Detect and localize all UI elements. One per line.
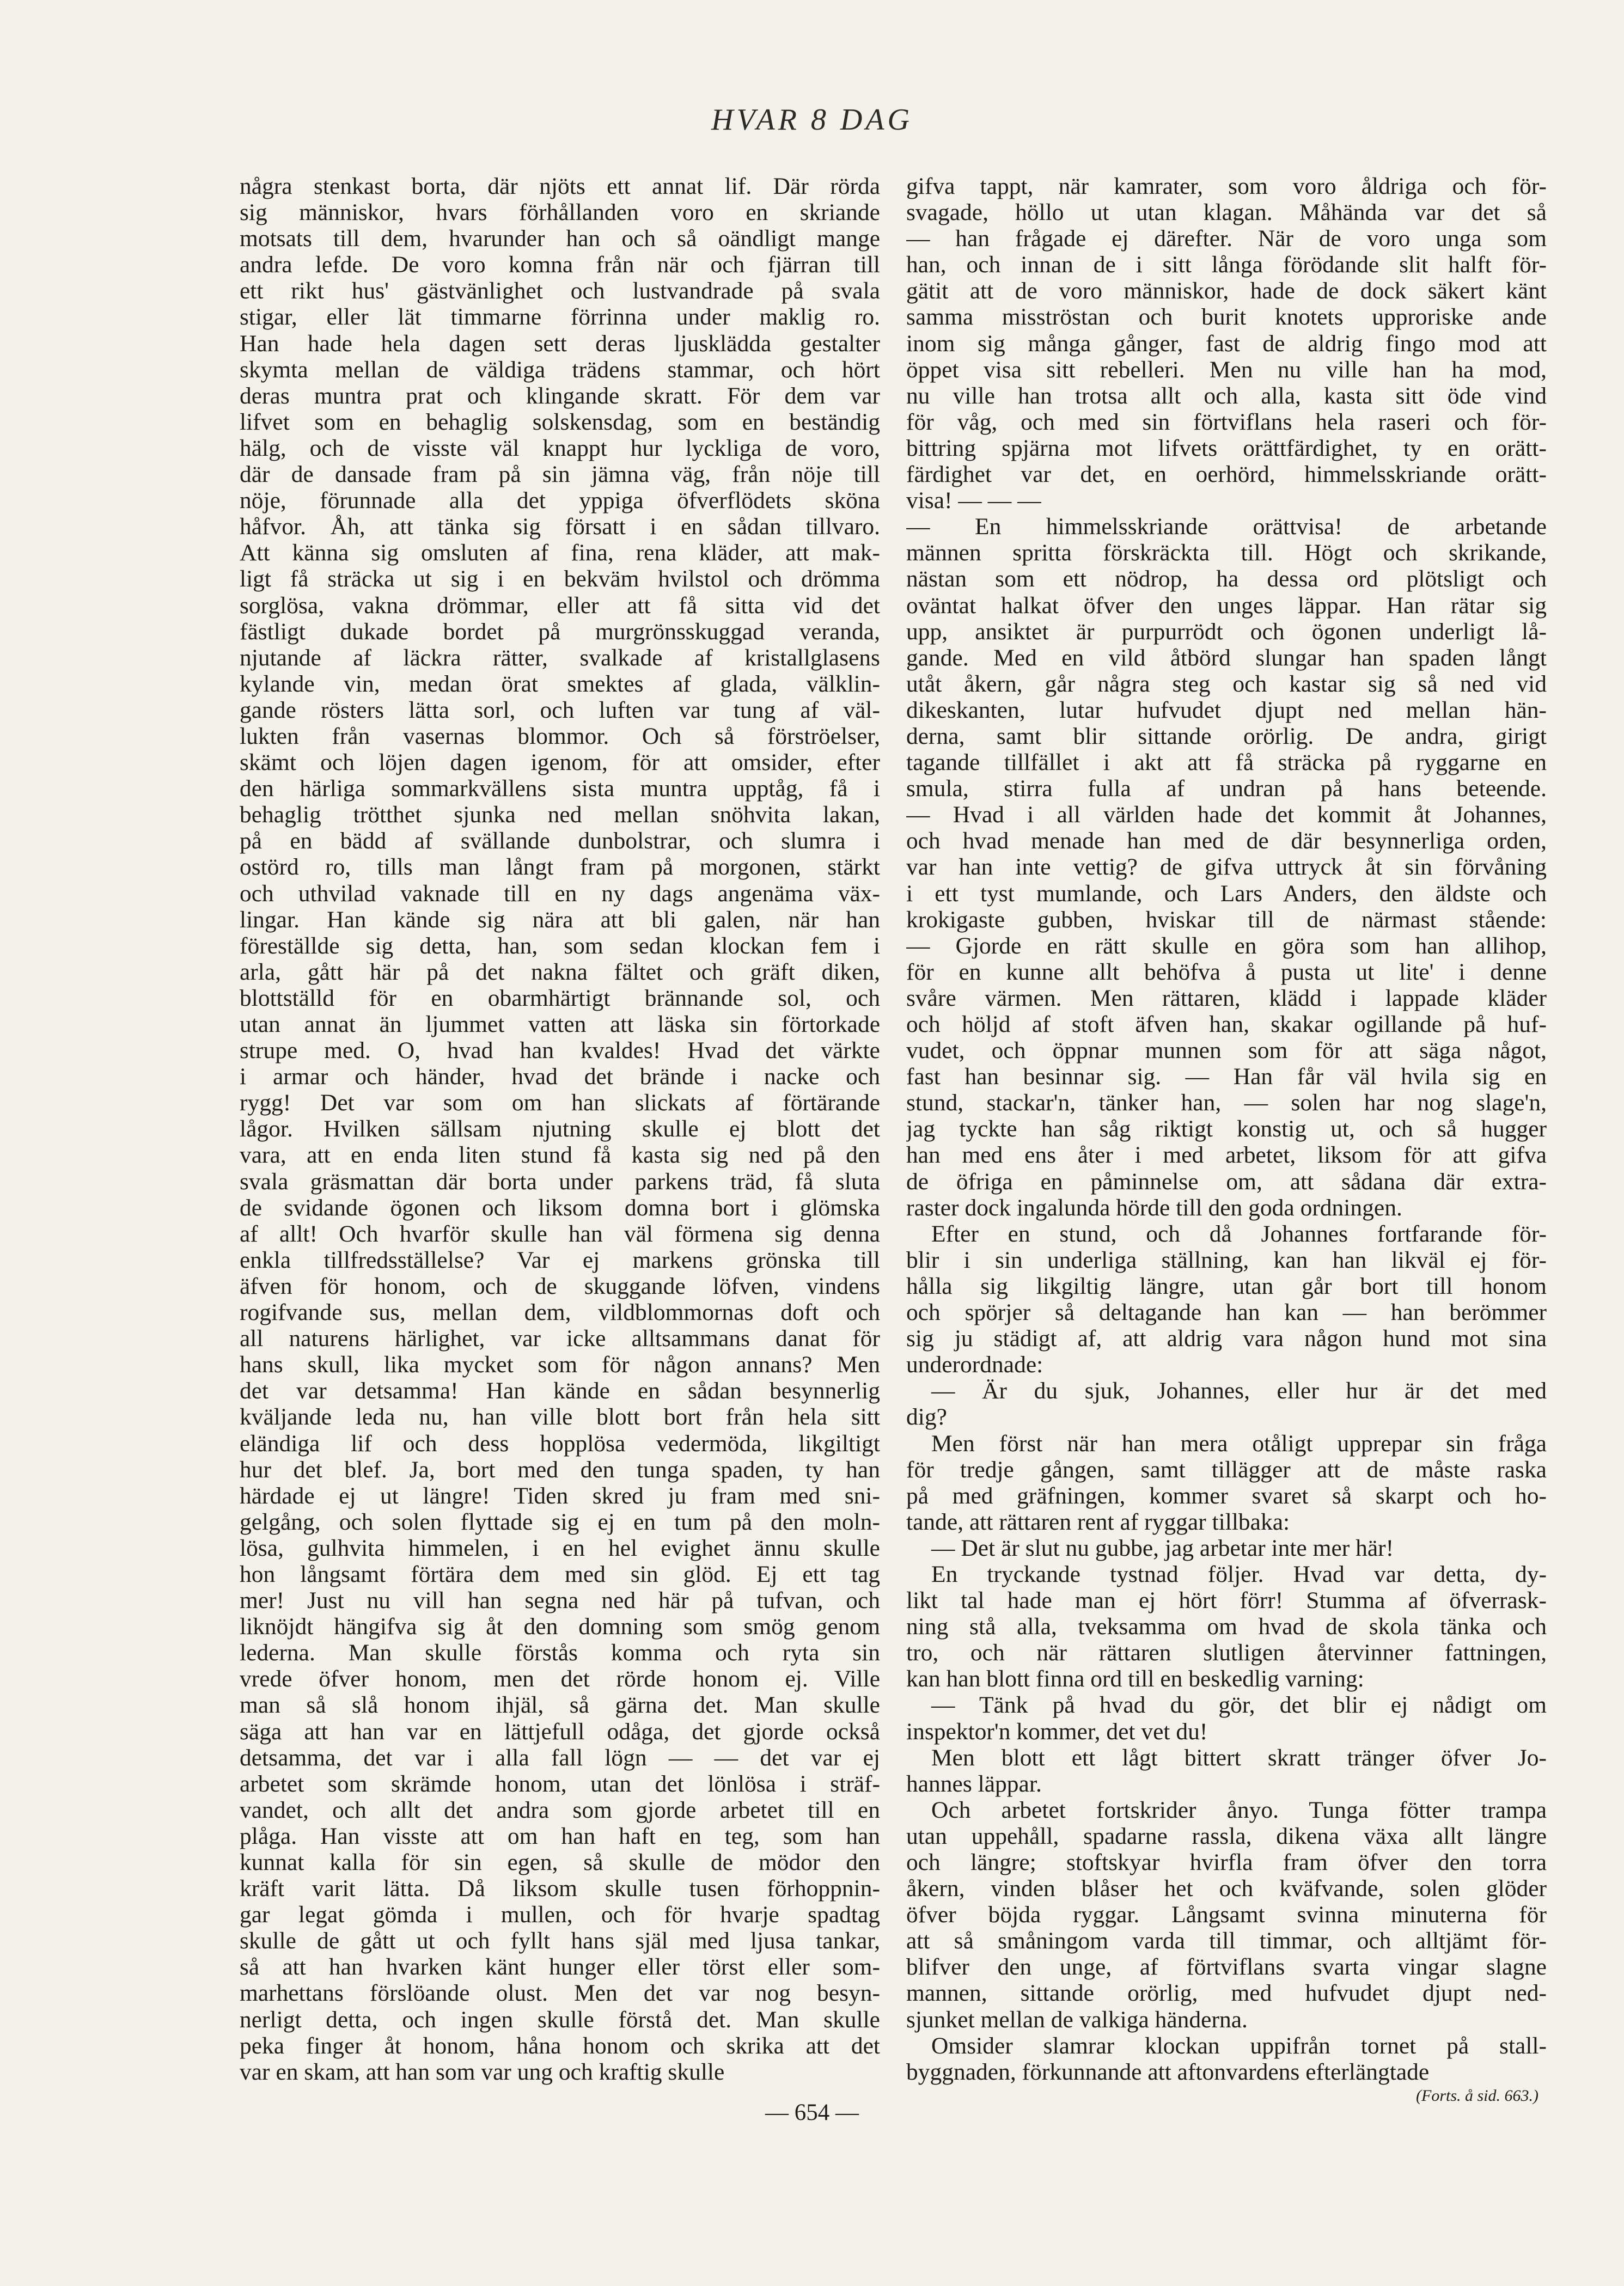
text-line: derna, samt blir sittande orörlig. De andra, girigt [906,723,1547,749]
text-line: mer! Just nu vill han segna ned här på tufvan, och [240,1587,880,1614]
text-line: sig människor, hvars förhållanden voro en skriande [240,199,880,226]
text-line: Att känna sig omsluten af fina, rena kläder, att mak- [240,540,880,566]
text-line: säga att han var en lättjefull odåga, det gjorde också [240,1718,880,1745]
text-line: i armar och händer, hvad det brände i nacke och [240,1063,880,1090]
text-line: att så småningom varda till timmar, och alltjämt för- [906,1928,1547,1954]
text-line: stund, stackar'n, tänker han, — solen har nog slage'n, [906,1090,1547,1116]
text-line: de öfriga en påminnelse om, att sådana där extra- [906,1168,1547,1195]
text-line: kräft varit lätta. Då liksom skulle tusen förhoppnin- [240,1875,880,1902]
text-line: skämt och löjen dagen igenom, för att omsider, efter [240,749,880,776]
text-line: plåga. Han visste att om han haft en teg, som han [240,1823,880,1849]
text-line: var han inte vettig? de gifva uttryck åt sin förvåning [906,854,1547,881]
text-line: raster dock ingalunda hörde till den goda ordningen. [906,1194,1402,1221]
text-line: rogifvande sus, mellan dem, vildblommornas doft och [240,1299,880,1326]
text-line: af allt! Och hvarför skulle han väl förmena sig denna [240,1220,880,1247]
text-line: ett rikt hus' gästvänlighet och lustvandrade på svala [240,278,880,304]
text-line: — han frågade ej därefter. När de voro unga som [906,225,1547,252]
text-line: gelgång, och solen flyttade sig ej en tum på den moln- [240,1508,880,1535]
text-line: var en skam, att han som var ung och kraftig skulle [240,2058,725,2085]
left-column [240,173,880,2085]
text-line: inom sig många gånger, fast de aldrig fingo mod att [906,330,1547,357]
text-line: utan uppehåll, spadarne rassla, dikena växa allt längre [906,1823,1547,1849]
text-line: deras muntra prat och klingande skratt. För dem var [240,382,880,409]
text-line: — Hvad i all världen hade det kommit åt Johannes, [906,802,1547,828]
text-line: nu ville han trotsa allt och alla, kasta sitt öde vind [906,382,1547,409]
text-line: den härliga sommarkvällens sista muntra upptåg, få i [240,775,880,802]
text-line: lukten från vasernas blommor. Och så förströelser, [240,723,880,749]
text-line: nöje, förunnade alla det yppiga öfverflödets sköna [240,487,880,514]
text-line: skulle de gått ut och fyllt hans själ med ljusa tankar, [240,1928,880,1954]
text-line: Och arbetet fortskrider ånyo. Tunga fötter trampa [931,1796,1547,1823]
text-line: svåre värmen. Men rättaren, klädd i lappade kläder [906,985,1547,1011]
text-line: lingar. Han kände sig nära att bli galen, när han [240,906,880,933]
text-line: svagade, höllo ut utan klagan. Måhända var det så [906,199,1547,226]
text-line: peka finger åt honom, håna honom och skrika att det [240,2032,880,2059]
text-line: för våg, och med sin förtviflans hela raseri och för- [906,408,1547,435]
text-line: andra lefde. De voro komna från när och fjärran till [240,252,880,278]
text-line: tagande tillfället i akt att få sträcka på ryggarne en [906,749,1547,776]
text-line: nästan som ett nödrop, ha dessa ord plötsligt och [906,566,1547,592]
text-line: krokigaste gubben, hviskar till de närmast stående: [906,906,1547,933]
text-line: vudet, och öppnar munnen som för att säga något, [906,1037,1547,1064]
text-line: lifvet som en behaglig solskensdag, som en beständig [240,408,880,435]
text-line: hälg, och de visste väl knappt hur lyckliga de voro, [240,435,880,461]
text-line: gar legat gömda i mullen, och för hvarje spadtag [240,1902,880,1928]
text-line: hon långsamt förtära dem med sin glöd. Ej ett tag [240,1561,880,1587]
text-line: marhettans förslöande olust. Men det var nog besyn- [240,1980,880,2007]
text-line: nerligt detta, och ingen skulle förstå det. Man skulle [240,2006,880,2033]
text-line: ostörd ro, tills man långt fram på morgonen, stärkt [240,854,880,881]
text-line: bittring spjärna mot lifvets orättfärdighet, ty en orätt- [906,435,1547,461]
text-line: färdighet var det, en oerhörd, himmelsskriande orätt- [906,461,1547,488]
text-line: utåt åkern, går några steg och kastar sig så ned vid [906,670,1547,697]
text-line: lösa, gulhvita himmelen, i en hel evighet ännu skulle [240,1535,880,1561]
text-line: arbetet som skrämde honom, utan det lönlösa i sträf- [240,1770,880,1797]
text-line: eländiga lif och dess hopplösa vedermöda, likgiltigt [240,1430,880,1457]
text-line: underordnade: [906,1352,1043,1378]
text-line: — En himmelsskriande orättvisa! de arbetande [906,514,1547,540]
text-line: och längre; stoftskyar hvirfla fram öfver den torra [906,1849,1547,1875]
text-line: lederna. Man skulle förstås komma och ryta sin [240,1640,880,1666]
text-line: arla, gått här på det nakna fältet och gräft diken, [240,958,880,985]
text-line: äfven för honom, och de skuggande löfven, vindens [240,1273,880,1299]
continued-note: (Forts. å sid. 663.) [1416,2087,1538,2105]
text-line: svala gräsmattan där borta under parkens träd, få sluta [240,1168,880,1195]
text-line: smula, stirra fulla af undran på hans beteende. [906,775,1547,802]
text-line: behaglig trötthet sjunka ned mellan snöhvita lakan, [240,802,880,828]
text-line: — Är du sjuk, Johannes, eller hur är det med [931,1378,1547,1404]
text-line: hur det blef. Ja, bort med den tunga spaden, ty han [240,1456,880,1483]
text-line: — Gjorde en rätt skulle en göra som han allihop, [906,932,1547,959]
text-line: och uthvilad vaknade till en ny dags angenäma väx- [240,880,880,907]
running-header: HVAR 8 DAG [711,103,913,137]
text-line: sjunket mellan de valkiga händerna. [906,2006,1248,2033]
text-line: Han hade hela dagen sett deras ljusklädda gestalter [240,330,880,357]
text-line: Omsider slamrar klockan uppifrån tornet på stall- [931,2032,1547,2059]
text-line: och spörjer så deltagande han kan — han berömmer [906,1299,1547,1326]
text-line: samma misströstan och burit knotets upproriske ande [906,304,1547,331]
text-line: gifva tappt, när kamrater, som voro åldriga och för- [906,173,1547,199]
text-line: blottställd för en obarmhärtigt brännande sol, och [240,985,880,1011]
text-line: — Tänk på hvad du gör, det blir ej nådigt om [931,1692,1547,1719]
text-line: kunnat kalla för sin egen, så skulle de mödor den [240,1849,880,1875]
text-line: utan annat än ljummet vatten att läska sin förtorkade [240,1011,880,1037]
text-line: åkern, vinden blåser het och kväfvande, solen glöder [906,1875,1547,1902]
text-line: kylande vin, medan örat smektes af glada, välklin- [240,670,880,697]
text-line: männen spritta förskräckta till. Högt och skrikande, [906,540,1547,566]
text-line: jag tyckte han såg riktigt konstig ut, och så hugger [906,1116,1547,1142]
text-line: strupe med. O, hvad han kvaldes! Hvad det värkte [240,1037,880,1064]
text-line: motsats till dem, hvarunder han och så oändligt mange [240,225,880,252]
text-line: liknöjdt hängifva sig åt den domning som smög genom [240,1613,880,1640]
text-line: inspektor'n kommer, det vet du! [906,1718,1208,1745]
text-line: blifver den unge, af förtviflans svarta vingar slagne [906,1954,1547,1981]
text-line: hålla sig likgiltig längre, utan går bort till honom [906,1273,1547,1299]
text-line: Efter en stund, och då Johannes fortfarande för- [931,1220,1547,1247]
text-line: kan han blott finna ord till en beskedlig varning: [906,1666,1364,1692]
text-line: Men blott ett lågt bittert skratt tränger öfver Jo- [931,1744,1547,1771]
text-line: på med gräfningen, kommer svaret så skarpt och ho- [906,1482,1547,1509]
text-line: och höljd af stoft äfven han, skakar ogillande på huf- [906,1011,1547,1037]
text-line: byggnaden, förkunnande att aftonvardens efterlängtade [906,2058,1430,2085]
text-line: — Det är slut nu gubbe, jag arbetar inte mer här! [931,1535,1394,1561]
text-line: blir i sin underliga ställning, kan han likväl ej för- [906,1246,1547,1273]
text-line: han, och innan de i sitt långa förödande slit halft för- [906,252,1547,278]
text-line: rygg! Det var som om han slickats af förtärande [240,1090,880,1116]
text-line: några stenkast borta, där njöts ett annat lif. Där rörda [240,173,880,199]
text-line: gande rösters lätta sorl, och luften var tung af väl- [240,696,880,723]
text-line: på en bädd af svällande dunbolstrar, och slumra i [240,828,880,854]
text-line: härdade ej ut längre! Tiden skred ju fram med sni- [240,1482,880,1509]
text-line: gande. Med en vild åtbörd slungar han spaden långt [906,644,1547,671]
text-line: hannes läppar. [906,1770,1042,1797]
text-line: gätit att de voro människor, hade de dock säkert känt [906,278,1547,304]
text-line: detsamma, det var i alla fall lögn — — det var ej [240,1744,880,1771]
text-line: ning stå alla, tveksamma om hvad de skola tänka och [906,1613,1547,1640]
text-line: fästligt dukade bordet på murgrönsskuggad veranda, [240,618,880,645]
text-line: dig? [906,1404,947,1431]
text-line: stigar, eller lät timmarne förrinna under maklig ro. [240,304,880,331]
text-line: oväntat halkat öfver den unges läppar. Han rätar sig [906,592,1547,619]
text-line: vara, att en enda liten stund få kasta sig ned på den [240,1142,880,1169]
right-column [906,173,1547,2085]
text-line: En tryckande tystnad följer. Hvad var detta, dy- [931,1561,1547,1587]
text-line: all naturens härlighet, var icke alltsammans danat för [240,1325,880,1352]
text-line: tande, att rättaren rent af ryggar tillbaka: [906,1508,1290,1535]
text-line: föreställde sig detta, han, som sedan klockan fem i [240,932,880,959]
text-line: ligt få sträcka ut sig i en bekväm hvilstol och drömma [240,566,880,592]
text-line: man så slå honom ihjäl, så gärna det. Man skulle [240,1692,880,1719]
text-line: det var detsamma! Han kände en sådan besynnerlig [240,1378,880,1404]
text-line: håfvor. Åh, att tänka sig försatt i en sådan tillvaro. [240,514,880,540]
text-line: enkla tillfredsställelse? Var ej markens grönska till [240,1246,880,1273]
text-line: njutande af läckra rätter, svalkade af kristallglasens [240,644,880,671]
text-line: sig ju städigt af, att aldrig vara någon hund mot sina [906,1325,1547,1352]
text-line: kväljande leda nu, han ville blott bort från hela sitt [240,1404,880,1431]
text-line: för tredje gången, samt tillägger att de måste raska [906,1456,1547,1483]
text-line: lågor. Hvilken sällsam njutning skulle ej blott det [240,1116,880,1142]
text-line: dikeskanten, lutar hufvudet djupt ned mellan hän- [906,696,1547,723]
text-line: visa! — — — [906,487,1041,514]
text-line: fast han besinnar sig. — Han får väl hvila sig en [906,1063,1547,1090]
text-line: i ett tyst mumlande, och Lars Anders, den äldste och [906,880,1547,907]
text-line: vandet, och allt det andra som gjorde arbetet till en [240,1796,880,1823]
page-number: — 654 — [765,2100,859,2125]
text-line: vrede öfver honom, men det rörde honom ej. Ville [240,1666,880,1692]
text-line: Men först när han mera otåligt upprepar sin fråga [931,1430,1547,1457]
text-line: så att han hvarken känt hunger eller törst eller som- [240,1954,880,1981]
text-line: tro, och när rättaren slutligen återvinner fattningen, [906,1640,1547,1666]
text-line: öfver böjda ryggar. Långsamt svinna minuterna för [906,1902,1547,1928]
text-line: likt tal hade man ej hört förr! Stumma af öfverrask- [906,1587,1547,1614]
text-line: och hvad menade han med de där besynnerliga orden, [906,828,1547,854]
text-line: upp, ansiktet är purpurrödt och ögonen underligt lå- [906,618,1547,645]
text-line: där de dansade fram på sin jämna väg, från nöje till [240,461,880,488]
text-line: skymta mellan de väldiga trädens stammar, och hört [240,356,880,383]
text-line: de svidande ögonen och liksom domna bort i glömska [240,1194,880,1221]
text-line: hans skull, lika mycket som för någon annans? Men [240,1352,880,1378]
text-line: han med ens åter i med arbetet, liksom för att gifva [906,1142,1547,1169]
text-line: sorglösa, vakna drömmar, eller att få sitta vid det [240,592,880,619]
text-line: mannen, sittande orörlig, med hufvudet djupt ned- [906,1980,1547,2007]
text-line: öppet visa sitt rebelleri. Men nu ville han ha mod, [906,356,1547,383]
text-line: för en kunne allt behöfva å pusta ut lite' i denne [906,958,1547,985]
